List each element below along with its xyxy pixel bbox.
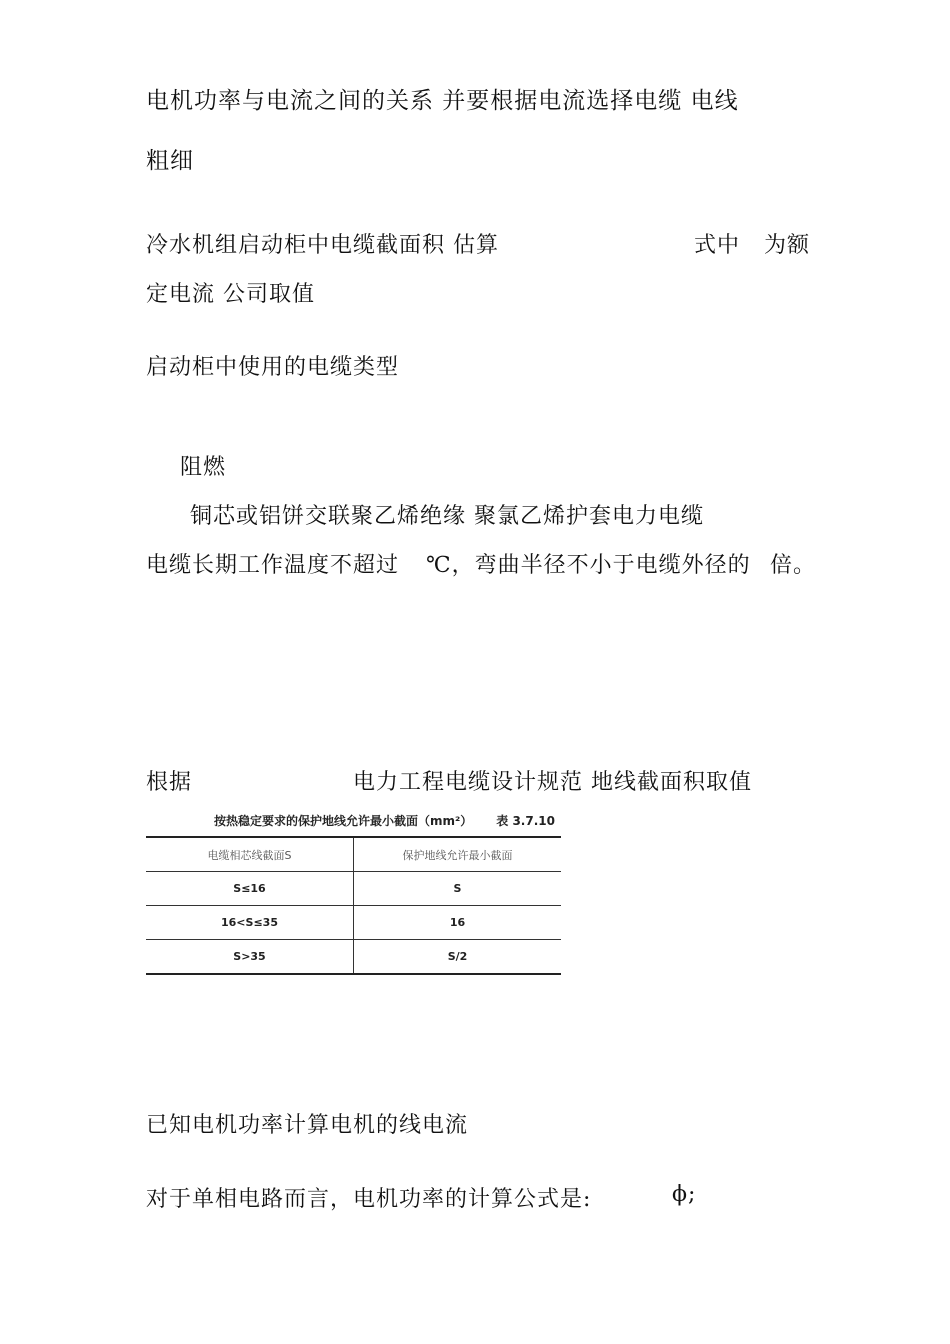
table-header-ground-min: 保护地线允许最小截面 <box>354 837 562 872</box>
table-number: 表 3.7.10 <box>496 814 555 828</box>
table-cell: S>35 <box>146 940 354 975</box>
doc-title-line-1: 电机功率与电流之间的关系 并要根据电流选择电缆 电线 <box>146 88 739 114</box>
table-caption-text: 按热稳定要求的保护地线允许最小截面（mm²） <box>214 814 473 828</box>
table-cell: S <box>354 872 562 906</box>
table-cell: 16<S≤35 <box>146 906 354 940</box>
table-row <box>146 906 561 940</box>
bend-radius-text: ℃，弯曲半径不小于电缆外径的 <box>426 553 751 578</box>
bend-radius-unit: 倍。 <box>770 553 817 578</box>
table-row <box>146 872 561 906</box>
ground-wire-table <box>146 836 561 975</box>
flame-retardant-label: 阻燃 <box>180 455 227 480</box>
single-phase-formula-phi: ϕ; <box>672 1182 697 1207</box>
table-row <box>146 940 561 975</box>
basis-standard: 电力工程电缆设计规范 地线截面积取值 <box>353 770 752 795</box>
basis-label: 根据 <box>146 770 193 795</box>
temperature-text: 电缆长期工作温度不超过 <box>146 553 400 578</box>
doc-title-line-2: 粗细 <box>146 148 194 174</box>
estimate-formula-label: 式中 <box>694 233 741 258</box>
table-cell: 16 <box>354 906 562 940</box>
estimate-rated-label: 为额 <box>764 233 811 258</box>
table-cell: S≤16 <box>146 872 354 906</box>
cable-type-heading: 启动柜中使用的电缆类型 <box>146 355 400 380</box>
estimate-text: 冷水机组启动柜中电缆截面积 估算 <box>146 233 499 258</box>
table-caption <box>214 812 555 829</box>
table-header-phase-section: 电缆相芯线截面S <box>146 837 354 872</box>
cable-description: 铜芯或铝饼交联聚乙烯绝缘 聚氯乙烯护套电力电缆 <box>190 504 704 529</box>
single-phase-formula-text: 对于单相电路而言，电机功率的计算公式是: <box>146 1187 592 1212</box>
table-cell: S/2 <box>354 940 562 975</box>
table-header-row <box>146 837 561 872</box>
known-power-heading: 已知电机功率计算电机的线电流 <box>146 1113 469 1138</box>
estimate-text-cont: 定电流 公司取值 <box>146 282 315 307</box>
